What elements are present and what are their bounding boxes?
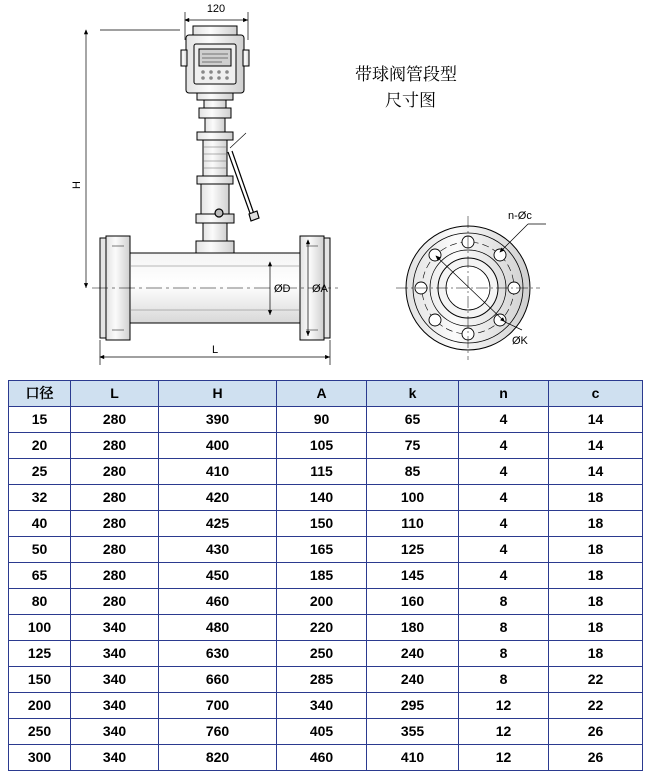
table-cell: 160 — [367, 589, 459, 615]
table-cell: 355 — [367, 719, 459, 745]
table-cell: 460 — [277, 745, 367, 771]
table-cell: 280 — [71, 537, 159, 563]
table-header-cell: A — [277, 381, 367, 407]
table-cell: 12 — [459, 693, 549, 719]
table-cell: 125 — [9, 641, 71, 667]
table-cell: 410 — [159, 459, 277, 485]
table-cell: 410 — [367, 745, 459, 771]
table-cell: 4 — [459, 537, 549, 563]
table-cell: 300 — [9, 745, 71, 771]
table-cell: 340 — [71, 745, 159, 771]
table-cell: 180 — [367, 615, 459, 641]
table-row — [9, 511, 643, 537]
table-cell: 460 — [159, 589, 277, 615]
table-cell: 280 — [71, 433, 159, 459]
table-cell: 110 — [367, 511, 459, 537]
table-cell: 480 — [159, 615, 277, 641]
table-cell: 14 — [549, 433, 643, 459]
meter-neck — [196, 108, 234, 241]
table-row — [9, 485, 643, 511]
table-cell: 340 — [71, 693, 159, 719]
table-cell: 26 — [549, 719, 643, 745]
table-cell: 18 — [549, 589, 643, 615]
table-cell: 20 — [9, 433, 71, 459]
table-cell: 240 — [367, 641, 459, 667]
drawing-title-line2: 尺寸图 — [385, 91, 436, 110]
table-row — [9, 459, 643, 485]
table-cell: 280 — [71, 563, 159, 589]
dim-top-width-label: 120 — [206, 3, 226, 15]
table-cell: 14 — [549, 407, 643, 433]
table-cell: 80 — [9, 589, 71, 615]
table-cell: 8 — [459, 667, 549, 693]
table-row — [9, 563, 643, 589]
table-cell: 630 — [159, 641, 277, 667]
table-cell: 280 — [71, 407, 159, 433]
table-cell: 18 — [549, 485, 643, 511]
table-row — [9, 589, 643, 615]
table-cell: 4 — [459, 485, 549, 511]
table-cell: 14 — [549, 459, 643, 485]
table-row — [9, 433, 643, 459]
table-row — [9, 615, 643, 641]
table-cell: 185 — [277, 563, 367, 589]
dim-flange-od-label: ØA — [312, 283, 328, 295]
table-cell: 12 — [459, 719, 549, 745]
table-header-cell: L — [71, 381, 159, 407]
table-cell: 295 — [367, 693, 459, 719]
table-cell: 26 — [549, 745, 643, 771]
table-cell: 420 — [159, 485, 277, 511]
table-cell: 430 — [159, 537, 277, 563]
table-header-cell: n — [459, 381, 549, 407]
table-cell: 760 — [159, 719, 277, 745]
table-cell: 250 — [277, 641, 367, 667]
dimension-table — [8, 380, 643, 771]
table-cell: 140 — [277, 485, 367, 511]
table-cell: 340 — [277, 693, 367, 719]
table-cell: 100 — [9, 615, 71, 641]
table-cell: 15 — [9, 407, 71, 433]
drawing-title-line1: 带球阀管段型 — [355, 65, 457, 84]
table-cell: 12 — [459, 745, 549, 771]
table-cell: 65 — [9, 563, 71, 589]
table-cell: 220 — [277, 615, 367, 641]
table-row — [9, 667, 643, 693]
table-header-row — [9, 381, 643, 407]
table-cell: 4 — [459, 511, 549, 537]
table-cell: 425 — [159, 511, 277, 537]
table-cell: 4 — [459, 563, 549, 589]
table-cell: 660 — [159, 667, 277, 693]
table-cell: 75 — [367, 433, 459, 459]
table-row — [9, 407, 643, 433]
table-cell: 390 — [159, 407, 277, 433]
table-cell: 250 — [9, 719, 71, 745]
table-cell: 8 — [459, 641, 549, 667]
table-cell: 65 — [367, 407, 459, 433]
table-cell: 18 — [549, 511, 643, 537]
table-row — [9, 693, 643, 719]
table-header-cell: H — [159, 381, 277, 407]
dim-bolt-circle-label: ØK — [512, 335, 528, 347]
table-cell: 40 — [9, 511, 71, 537]
table-cell: 400 — [159, 433, 277, 459]
table-header-cell: c — [549, 381, 643, 407]
table-cell: 280 — [71, 459, 159, 485]
table-cell: 4 — [459, 433, 549, 459]
table-cell: 280 — [71, 485, 159, 511]
table-body — [9, 407, 643, 771]
table-cell: 450 — [159, 563, 277, 589]
table-cell: 200 — [9, 693, 71, 719]
table-cell: 285 — [277, 667, 367, 693]
table-cell: 90 — [277, 407, 367, 433]
table-cell: 165 — [277, 537, 367, 563]
flowmeter-dimension-drawing — [0, 0, 650, 380]
table-cell: 18 — [549, 615, 643, 641]
table-cell: 8 — [459, 615, 549, 641]
table-cell: 145 — [367, 563, 459, 589]
dim-bolt-holes-label: n-Øc — [508, 210, 532, 222]
table-cell: 8 — [459, 589, 549, 615]
table-cell: 700 — [159, 693, 277, 719]
table-cell: 18 — [549, 563, 643, 589]
dimension-table-container — [0, 380, 650, 771]
table-cell: 405 — [277, 719, 367, 745]
dim-bore-label: ØD — [274, 283, 291, 295]
transmitter-housing — [181, 26, 249, 108]
table-row — [9, 745, 643, 771]
table-row — [9, 537, 643, 563]
table-cell: 820 — [159, 745, 277, 771]
table-cell: 18 — [549, 537, 643, 563]
table-cell: 280 — [71, 589, 159, 615]
table-cell: 50 — [9, 537, 71, 563]
table-cell: 22 — [549, 693, 643, 719]
table-cell: 340 — [71, 667, 159, 693]
table-cell: 340 — [71, 641, 159, 667]
table-header-cell: k — [367, 381, 459, 407]
table-cell: 340 — [71, 615, 159, 641]
table-cell: 32 — [9, 485, 71, 511]
table-cell: 150 — [277, 511, 367, 537]
table-cell: 115 — [277, 459, 367, 485]
table-cell: 340 — [71, 719, 159, 745]
table-cell: 125 — [367, 537, 459, 563]
table-header-cell: 口径 — [9, 381, 71, 407]
dim-length-label: L — [211, 344, 219, 356]
table-cell: 22 — [549, 667, 643, 693]
table-cell: 25 — [9, 459, 71, 485]
table-cell: 18 — [549, 641, 643, 667]
table-row — [9, 641, 643, 667]
table-cell: 85 — [367, 459, 459, 485]
technical-drawing — [0, 0, 650, 380]
table-cell: 4 — [459, 459, 549, 485]
table-cell: 280 — [71, 511, 159, 537]
table-cell: 4 — [459, 407, 549, 433]
table-cell: 200 — [277, 589, 367, 615]
table-cell: 100 — [367, 485, 459, 511]
table-cell: 105 — [277, 433, 367, 459]
dim-height-label: H — [71, 181, 83, 189]
table-cell: 240 — [367, 667, 459, 693]
table-cell: 150 — [9, 667, 71, 693]
